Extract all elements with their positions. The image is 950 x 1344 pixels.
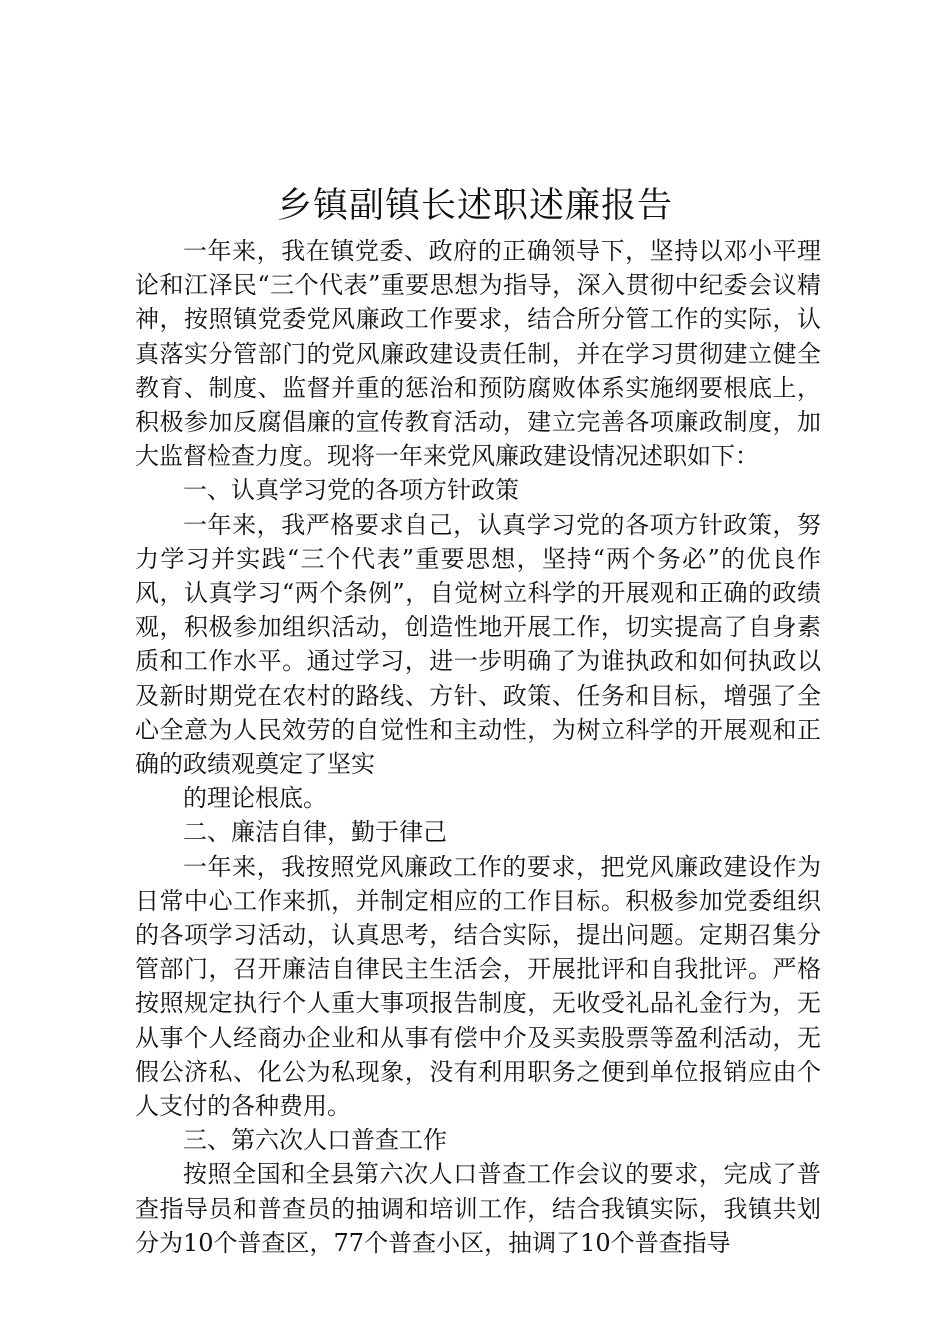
section-heading-1: 一、认真学习党的各项方针政策 (183, 476, 519, 505)
document-title: 乡镇副镇长述职述廉报告 (276, 186, 673, 226)
paragraph-section-1-continued: 的理论根底。 (183, 784, 327, 813)
paragraph-section-1: 一年来，我严格要求自己，认真学习党的各项方针政策，努力学习并实践“三个代表”重要思想，坚持“两个务必”的优良作风，认真学习“两个条例”，自觉树立科学的开展观和正确的政绩观，积极参加组织活动，创造性地开展工作，切实提高了自身素质和工作水平。通过学习，进一步明确了为谁执政和如何执政以及新时期党在农村的路线、方针、政策、任务和目标，增强了全心全意为人民效劳的自觉性和主动性，为树立科学的开展观和正确的政绩观奠定了坚实 (135, 510, 821, 779)
paragraph-section-3: 按照全国和全县第六次人口普查工作会议的要求，完成了普查指导员和普查员的抽调和培训工作，结合我镇实际，我镇共划分为10个普查区，77个普查小区，抽调了10个普查指导 (135, 1160, 821, 1257)
paragraph-intro: 一年来，我在镇党委、政府的正确领导下，坚持以邓小平理论和江泽民“三个代表”重要思想为指导，深入贯彻中纪委会议精神，按照镇党委党风廉政工作要求，结合所分管工作的实际，认真落实分管部门的党风廉政建设责任制，并在学习贯彻建立健全教育、制度、监督并重的惩治和预防腐败体系实施纲要根底上，积极参加反腐倡廉的宣传教育活动，建立完善各项廉政制度，加大监督检查力度。现将一年来党风廉政建设情况述职如下： (135, 237, 821, 471)
document-body (135, 234, 821, 1260)
section-heading-3: 三、第六次人口普查工作 (183, 1126, 447, 1155)
section-heading-2: 二、廉洁自律，勤于律己 (183, 818, 447, 847)
paragraph-section-2: 一年来，我按照党风廉政工作的要求，把党风廉政建设作为日常中心工作来抓，并制定相应的工作目标。积极参加党委组织的各项学习活动，认真思考，结合实际，提出问题。定期召集分管部门，召开廉洁自律民主生活会，开展批评和自我批评。严格按照规定执行个人重大事项报告制度，无收受礼品礼金行为，无从事个人经商办企业和从事有偿中介及买卖股票等盈利活动，无假公济私、化公为私现象，没有利用职务之便到单位报销应由个人支付的各种费用。 (135, 852, 821, 1121)
